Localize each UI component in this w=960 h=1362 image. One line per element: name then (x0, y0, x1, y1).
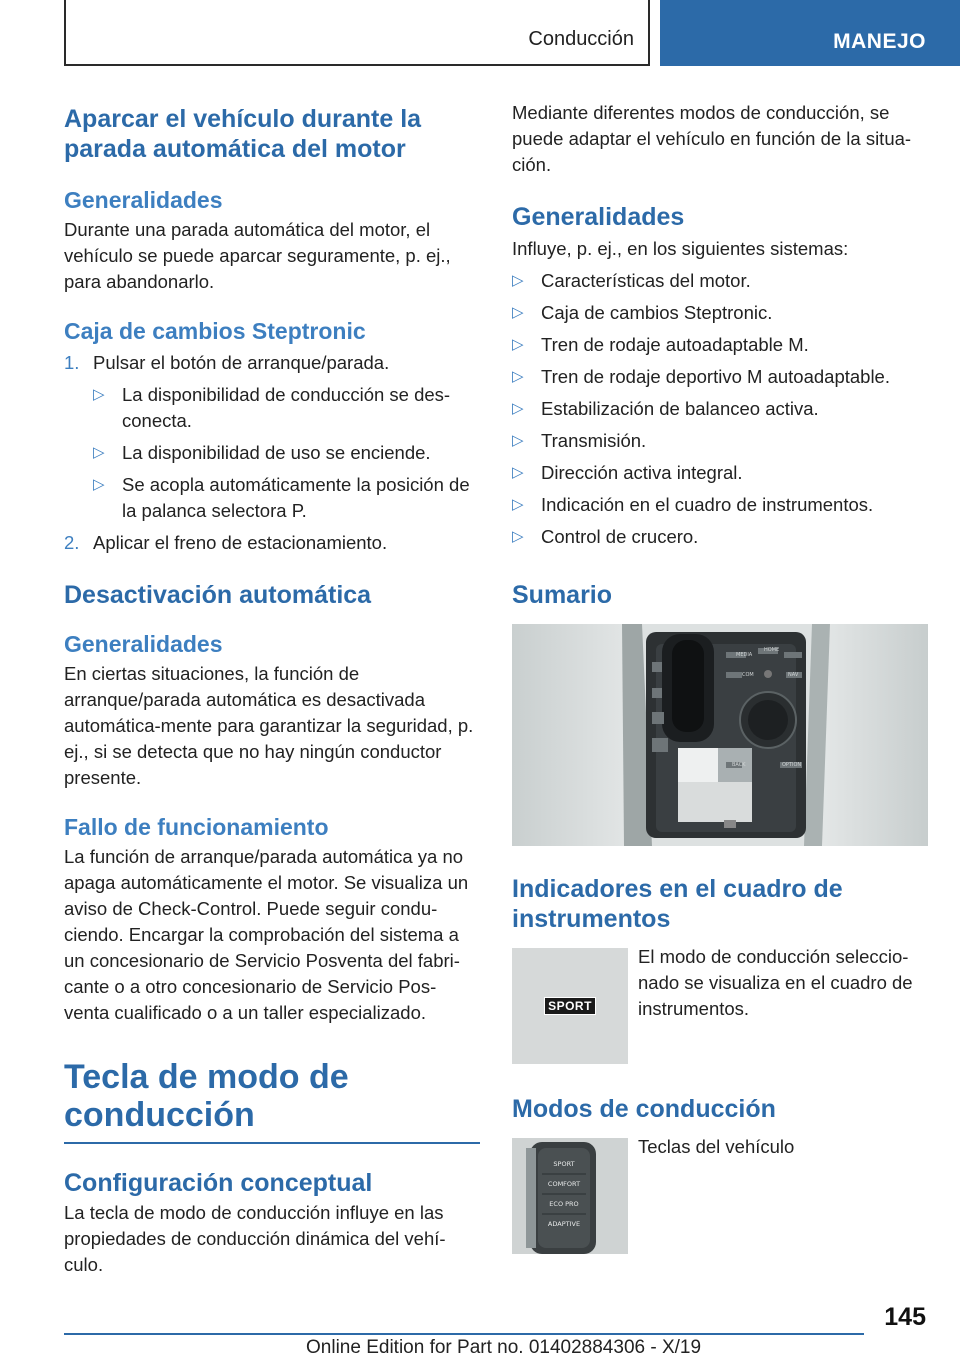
heading-configuracion: Configuración conceptual (64, 1169, 373, 1197)
triangle-bullet-icon: ▷ (93, 444, 105, 461)
list-item (93, 382, 480, 434)
step-number: 1. (64, 352, 80, 373)
console-photo (512, 624, 928, 846)
heading-tecla-modo: Tecla de modo de conducción (64, 1058, 349, 1134)
list-item (512, 524, 928, 550)
heading-desactivacion: Desactivación automática (64, 581, 372, 609)
list-item-text: Tren de rodaje deportivo M autoadaptable. (541, 366, 890, 387)
paragraph-configuracion: La tecla de modo de conducción influye en las propiedades de conducción dinámica del vehí-culo. (64, 1202, 446, 1275)
step-text: Pulsar el botón de arranque/parada. (93, 352, 390, 373)
list-item-text: Tren de rodaje autoadaptable M. (541, 334, 809, 355)
step-1-bullets (93, 382, 480, 524)
mode-adaptive-label: ADAPTIVE (547, 1220, 581, 1228)
console-back-button: BACK (732, 762, 746, 768)
list-item (512, 364, 928, 390)
console-option-button: OPTION (782, 762, 802, 768)
list-item-text: La disponibilidad de conducción se des-conecta. (122, 384, 451, 431)
console-photo-drawing (512, 624, 928, 846)
list-item (512, 492, 928, 518)
triangle-bullet-icon: ▷ (512, 400, 524, 417)
paragraph-influye: Influye, p. ej., en los siguientes sistemas: (512, 238, 849, 259)
list-item-text: La disponibilidad de uso se enciende. (122, 442, 431, 463)
footer-edition: Online Edition for Part no. 01402884306 - X/19 (306, 1337, 702, 1358)
triangle-bullet-icon: ▷ (93, 476, 105, 493)
modos-block (512, 1138, 928, 1254)
console-media-button: MEDIA (736, 652, 753, 658)
list-item-text: Características del motor. (541, 270, 751, 291)
paragraph-intro: Mediante diferentes modos de conducción, se puede adaptar el vehículo en función de la situa-ción. (512, 102, 912, 175)
step-1 (64, 350, 480, 524)
list-item (512, 268, 928, 294)
heading-modos: Modos de conducción (512, 1095, 776, 1123)
paragraph-indicadores: El modo de conducción seleccio-nado se visualiza en el cuadro de instrumentos. (638, 946, 913, 1019)
heading-fallo: Fallo de funcionamiento (64, 814, 329, 840)
console-home-button: HOME (764, 647, 780, 653)
systems-list (512, 268, 928, 550)
mode-ecopro-label: ECO PRO (549, 1200, 579, 1208)
section-divider (64, 1142, 480, 1144)
mode-sport-label: SPORT (553, 1160, 575, 1168)
triangle-bullet-icon: ▷ (512, 368, 524, 385)
console-nav-button: NAV (788, 672, 799, 678)
paragraph-generalidades-2: En ciertas situaciones, la función de arranque/parada automática es desactivada automática-mente para garantizar la seguridad, p. ej., si se detecta que no hay ningún conductor presente. (64, 663, 474, 788)
list-item (93, 440, 480, 466)
triangle-bullet-icon: ▷ (512, 496, 524, 513)
paragraph-generalidades-1: Durante una parada automática del motor, el vehículo se puede aparcar seguramente, p. ej., para abandonarlo. (64, 219, 451, 292)
mode-comfort-label: COMFORT (547, 1180, 581, 1188)
heading-generalidades-2: Generalidades (64, 631, 223, 657)
list-item-text: Control de crucero. (541, 526, 699, 547)
indicadores-block (512, 948, 928, 1064)
list-item (512, 396, 928, 422)
heading-caja-steptronic: Caja de cambios Steptronic (64, 318, 366, 344)
list-item (512, 332, 928, 358)
console-com-button: COM (742, 672, 754, 678)
step-number: 2. (64, 532, 80, 553)
paragraph-fallo: La función de arranque/parada automática ya no apaga automáticamente el motor. Se visualiza un aviso de Check-Control. Puede seguir condu-ciendo. Encargar la comprobación del sistema a un concesionario de Servicio Posventa del fabri-cante o a otro concesionario de Servicio Pos-venta cualificado o a un taller especializado. (64, 846, 469, 1023)
triangle-bullet-icon: ▷ (512, 304, 524, 321)
sport-indicator-image (512, 948, 628, 1064)
list-item (512, 460, 928, 486)
list-item-text: Dirección activa integral. (541, 462, 743, 483)
mode-buttons-drawing (512, 1138, 628, 1254)
list-item (93, 472, 480, 524)
list-item-text: Caja de cambios Steptronic. (541, 302, 773, 323)
list-item-text: Se acopla automáticamente la posición de la palanca selectora P. (122, 474, 470, 521)
paragraph-teclas: Teclas del vehículo (638, 1136, 795, 1157)
steps-list (64, 350, 480, 556)
heading-aparcar: Aparcar el vehículo durante la parada automática del motor (64, 105, 422, 163)
header-chapter-tab (660, 0, 960, 66)
step-2 (64, 530, 480, 556)
right-column (512, 100, 928, 1254)
heading-generalidades-right: Generalidades (512, 203, 685, 231)
list-item (512, 428, 928, 454)
heading-indicadores: Indicadores en el cuadro de instrumentos (512, 875, 843, 933)
triangle-bullet-icon: ▷ (512, 432, 524, 449)
list-item-text: Indicación en el cuadro de instrumentos. (541, 494, 874, 515)
header-section-title: Conducción (528, 28, 634, 50)
left-column (64, 100, 480, 1278)
page-number: 145 (884, 1303, 926, 1331)
triangle-bullet-icon: ▷ (512, 272, 524, 289)
heading-sumario: Sumario (512, 581, 613, 609)
list-item-text: Transmisión. (541, 430, 647, 451)
list-item-text: Estabilización de balanceo activa. (541, 398, 819, 419)
triangle-bullet-icon: ▷ (512, 464, 524, 481)
step-text: Aplicar el freno de estacionamiento. (93, 532, 388, 553)
triangle-bullet-icon: ▷ (512, 528, 524, 545)
triangle-bullet-icon: ▷ (93, 386, 105, 403)
header-chapter-title: MANEJO (833, 30, 926, 53)
sport-badge: SPORT (544, 997, 596, 1015)
mode-buttons-image (512, 1138, 628, 1254)
header-section-box (64, 0, 650, 66)
footer-divider (64, 1333, 864, 1335)
heading-generalidades-1: Generalidades (64, 187, 223, 213)
list-item (512, 300, 928, 326)
triangle-bullet-icon: ▷ (512, 336, 524, 353)
